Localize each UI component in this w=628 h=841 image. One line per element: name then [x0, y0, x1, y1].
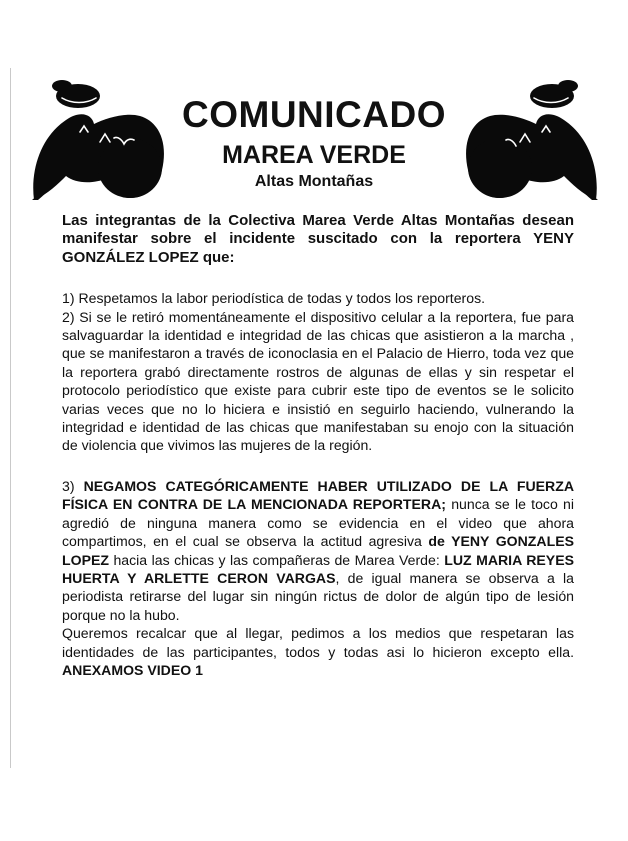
crouching-woman-silhouette-icon	[458, 72, 608, 202]
statement-body	[62, 212, 574, 679]
intro-tail: que:	[198, 248, 235, 266]
intro-text: Las integrantas de la Colectiva Marea Verde Altas Montañas desean manifestar sobre el incidente suscitado con la reportera	[62, 212, 574, 248]
annex-label: ANEXAMOS VIDEO 1	[62, 661, 203, 678]
page-title: COMUNICADO	[182, 94, 446, 135]
reporter-name: YENY GONZÁLEZ LOPEZ	[62, 230, 574, 266]
intro-paragraph	[62, 212, 574, 267]
point-3-companions: LUZ MARIA REYES HUERTA Y ARLETTE CERON VARGAS	[62, 551, 574, 586]
point-3-text-a: nunca se le toco ni agredió de ninguna manera como se evidencia en el video que ahora compartimos, en el cual se observa la actitud agresiva	[62, 496, 574, 550]
point-3-text-c: , de igual manera se observa a la periodista retirarse del lugar sin ningún rictus de dolor de algún tipo de lesión porque no la hubo.	[62, 569, 574, 623]
closing-paragraph	[62, 624, 574, 679]
header	[150, 93, 478, 192]
point-3-paragraph	[62, 477, 574, 624]
collective-name: MAREA VERDE	[222, 141, 406, 169]
point-3-lead: 3)	[62, 477, 84, 494]
page-edge-line	[10, 68, 11, 768]
point-1-paragraph: 1) Respetamos la labor periodística de todas y todos los reporteros.	[62, 290, 486, 307]
point-3-reporter: de YENY GONZALES LOPEZ	[62, 533, 574, 568]
closing-text: Queremos recalcar que al llegar, pedimos a los medios que respetaran las identidades de las participantes, todos y todas asi lo hicieron excepto ella.	[62, 625, 574, 660]
point-3-denial: NEGAMOS CATEGÓRICAMENTE HABER UTILIZADO DE LA FUERZA FÍSICA EN CONTRA DE LA MENCIONADA REPORTERA;	[62, 477, 574, 513]
point-3-text-b: hacia las chicas y las compañeras de Marea Verde:	[108, 551, 445, 568]
point-2-paragraph: 2) Si se le retiró momentáneamente el dispositivo celular a la reportera, fue para salvaguardar la identidad e integridad de las chicas que asistieron a la marcha , que se manifestaron a través de iconoclasia en el Palacio de Hierro, toda vez que la reportera grabó directamente rostros de algunas de ellas y sin respetar el protocolo periodístico que existe para cubrir este tipo de eventos se le solicito varias veces que no lo hiciera e insistió en seguirlo haciendo, vulnerando la integridad e identidad de las chicas que manifestaban su enojo con la situación de violencia que vivimos las mujeres de la región.	[62, 308, 574, 454]
collective-region: Altas Montañas	[254, 173, 374, 190]
